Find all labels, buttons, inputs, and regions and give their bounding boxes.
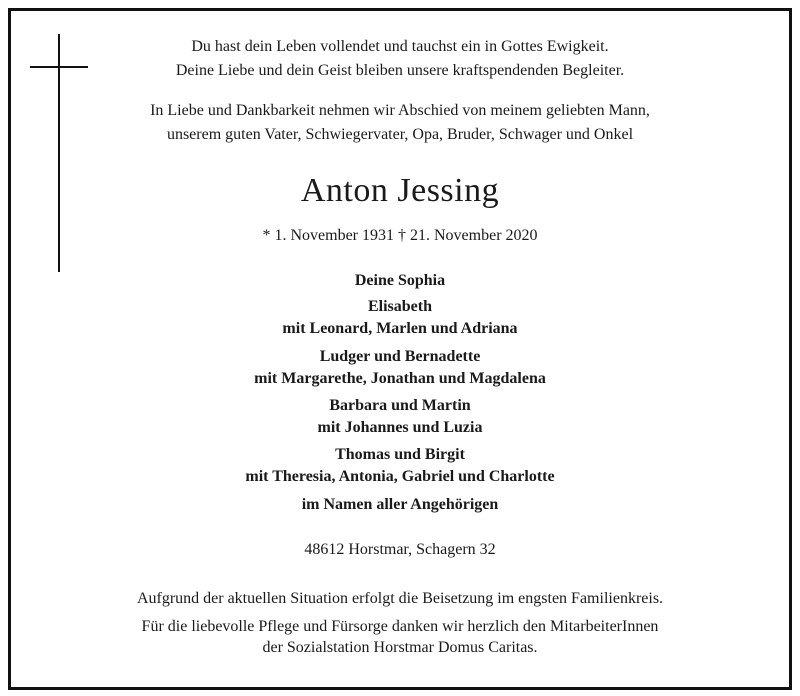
thanks-line-2: der Sozialstation Horstmar Domus Caritas. [262,639,538,656]
mourner-line: mit Theresia, Antonia, Gabriel und Charlotte [245,468,555,485]
mourner-line: Deine Sophia [354,272,446,289]
quote-line-1: Du hast dein Leben vollendet und tauchst ein in Gottes Ewigkeit. [191,38,609,55]
mourner-line: Barbara und Martin [329,397,471,414]
quote-line-2: Deine Liebe und dein Geist bleiben unsere kraftspendenden Begleiter. [175,62,625,79]
mourner-line: Elisabeth [367,298,432,315]
mourner-line: mit Margarethe, Jonathan und Magdalena [254,370,546,387]
intro-line-1: In Liebe und Dankbarkeit nehmen wir Abschied von meinem geliebten Mann, [150,102,650,119]
deceased-name: Anton Jessing [300,172,500,209]
mourner-line: im Namen aller Angehörigen [301,496,499,513]
intro-line-2: unserem guten Vater, Schwiegervater, Opa, Bruder, Schwager und Onkel [166,126,634,143]
mourner-line: mit Johannes und Luzia [317,419,483,436]
mourner-line: Ludger und Bernadette [319,348,481,365]
thanks-line-1: Für die liebevolle Pflege und Fürsorge danken wir herzlich den MitarbeiterInnen [141,618,659,635]
burial-note: Aufgrund der aktuellen Situation erfolgt die Beisetzung im engsten Familienkreis. [136,590,664,607]
address: 48612 Horstmar, Schagern 32 [304,541,496,558]
mourner-line: Thomas und Birgit [335,446,465,463]
life-dates: * 1. November 1931 † 21. November 2020 [262,227,538,244]
mourner-line: mit Leonard, Marlen und Adriana [282,320,518,337]
